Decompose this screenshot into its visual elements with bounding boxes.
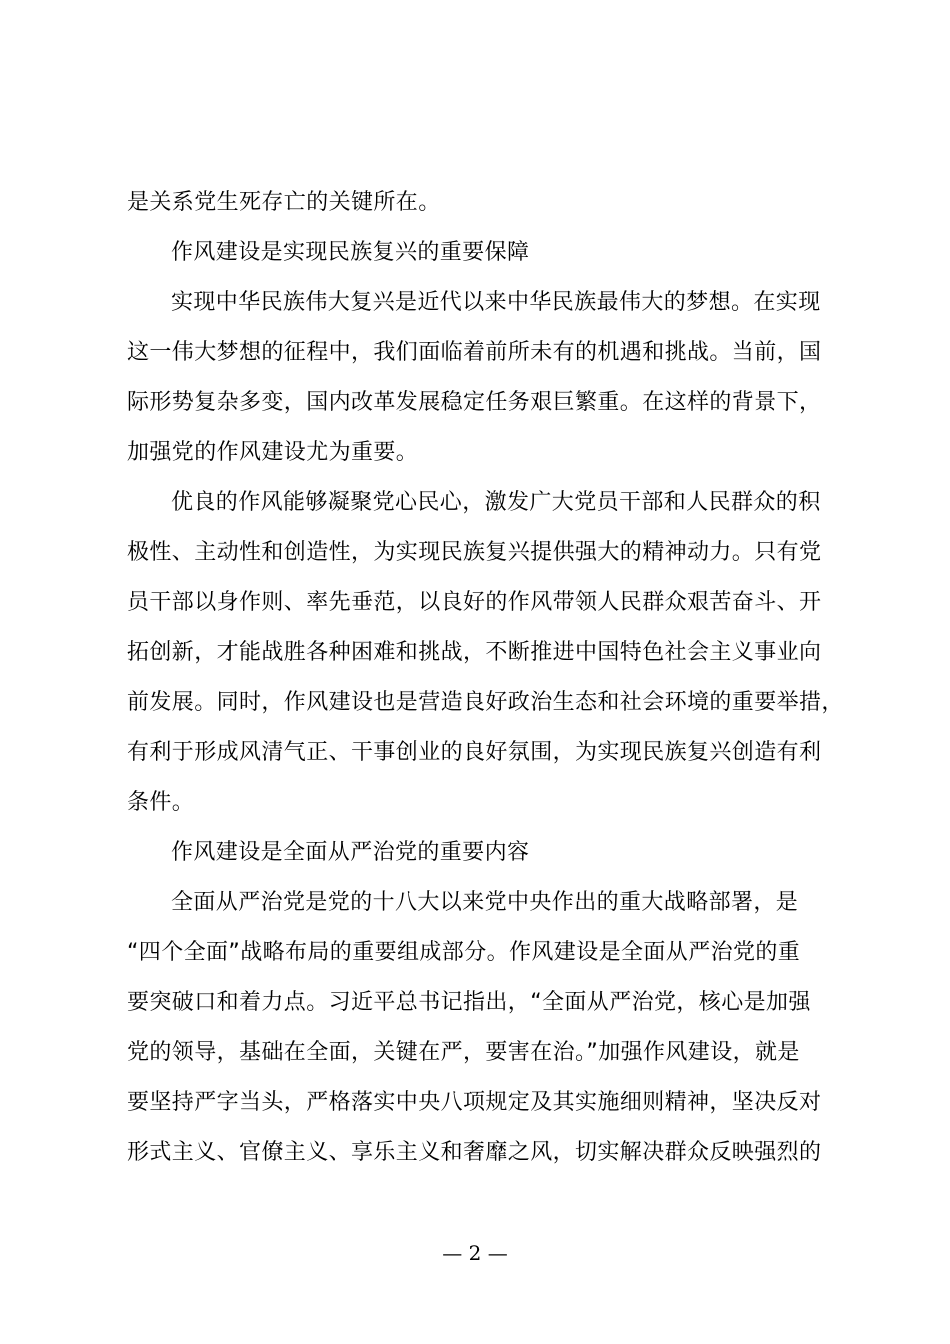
text-line: 要突破口和着力点。习近平总书记指出，“全面从严治党，核心是加强 bbox=[127, 990, 811, 1015]
section-heading: 作风建设是实现民族复兴的重要保障 bbox=[171, 240, 530, 265]
text-line: 要坚持严字当头，严格落实中央八项规定及其实施细则精神，坚决反对 bbox=[127, 1090, 822, 1115]
text-line: 是关系党生死存亡的关键所在。 bbox=[127, 190, 441, 215]
paragraph-first-line: 实现中华民族伟大复兴是近代以来中华民族最伟大的梦想。在实现 bbox=[171, 290, 821, 315]
text-line: 际形势复杂多变，国内改革发展稳定任务艰巨繁重。在这样的背景下， bbox=[127, 390, 822, 415]
text-line: 前发展。同时，作风建设也是营造良好政治生态和社会环境的重要举措， bbox=[127, 690, 844, 715]
text-line: 党的领导，基础在全面，关键在严，要害在治。”加强作风建设，就是 bbox=[127, 1040, 800, 1065]
paragraph-first-line: 全面从严治党是党的十八大以来党中央作出的重大战略部署，是 bbox=[171, 890, 799, 915]
text-line: 极性、主动性和创造性，为实现民族复兴提供强大的精神动力。只有党 bbox=[127, 540, 822, 565]
text-line: “四个全面”战略布局的重要组成部分。作风建设是全面从严治党的重 bbox=[127, 940, 801, 965]
page-number: — 2 — bbox=[442, 1241, 508, 1265]
text-line: 条件。 bbox=[127, 790, 195, 815]
section-heading: 作风建设是全面从严治党的重要内容 bbox=[171, 840, 530, 865]
document-body bbox=[127, 178, 844, 1178]
paragraph-first-line: 优良的作风能够凝聚党心民心，激发广大党员干部和人民群众的积 bbox=[171, 490, 821, 515]
text-line: 有利于形成风清气正、干事创业的良好氛围，为实现民族复兴创造有利 bbox=[127, 740, 822, 765]
text-line: 形式主义、官僚主义、享乐主义和奢靡之风，切实解决群众反映强烈的 bbox=[127, 1140, 822, 1165]
text-line: 加强党的作风建设尤为重要。 bbox=[127, 440, 419, 465]
text-line: 员干部以身作则、率先垂范，以良好的作风带领人民群众艰苦奋斗、开 bbox=[127, 590, 822, 615]
text-line: 这一伟大梦想的征程中，我们面临着前所未有的机遇和挑战。当前，国 bbox=[127, 340, 822, 365]
text-line: 拓创新，才能战胜各种困难和挑战，不断推进中国特色社会主义事业向 bbox=[127, 640, 822, 665]
